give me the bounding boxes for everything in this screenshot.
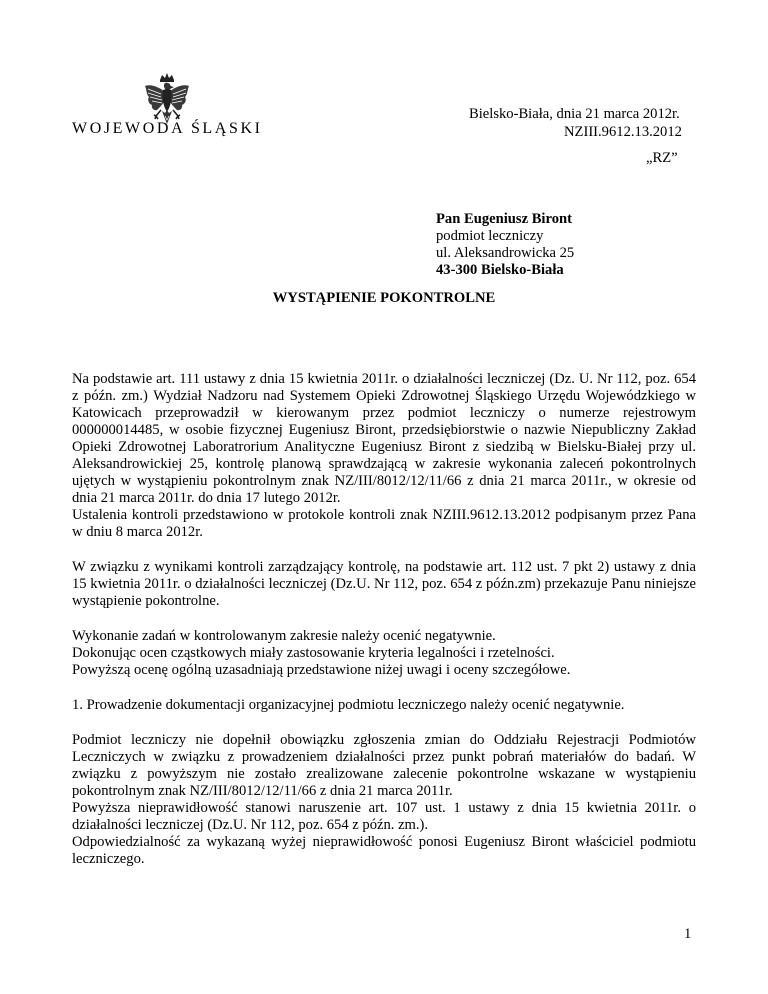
paragraph: Powyższą ocenę ogólną uzasadniają przedstawione niżej uwagi i oceny szczegółowe. [72,662,571,678]
addressee-name: Pan Eugeniusz Biront [436,211,572,227]
authority-name: WOJEWODA ŚLĄSKI [72,120,263,137]
paragraph: Wykonanie zadań w kontrolowanym zakresie należy ocenić negatywnie. [72,628,496,644]
addressee-city: 43-300 Bielsko-Biała [436,262,564,278]
paragraph: Odpowiedzialność za wykazaną wyżej nieprawidłowość ponosi Eugeniusz Biront właściciel podmiotu leczniczego. [72,834,696,867]
section-heading: 1. Prowadzenie dokumentacji organizacyjnej podmiotu leczniczego należy ocenić negatywnie. [72,697,625,713]
page-number: 1 [684,926,692,942]
document-marker: „RZ” [646,150,678,166]
eagle-emblem-icon [143,72,191,126]
addressee-line: podmiot leczniczy [436,228,544,244]
paragraph: W związku z wynikami kontroli zarządzający kontrolę, na podstawie art. 112 ust. 7 pkt 2) ustawy z dnia 15 kwietnia 2011r. o działalności leczniczej (Dz.U. Nr 112, poz. 654 z późn.zm) przekazuje Panu niniejsze wystąpienie pokontrolne. [72,559,696,609]
paragraph: Powyższa nieprawidłowość stanowi naruszenie art. 107 ust. 1 ustawy z dnia 15 kwietnia 2011r. o działalności leczniczej (Dz.U. Nr 112, poz. 654 z późn. zm.). [72,800,696,833]
case-number: NZIII.9612.13.2012 [564,124,682,140]
addressee-block [436,211,574,279]
paragraph: Na podstawie art. 111 ustawy z dnia 15 kwietnia 2011r. o działalności leczniczej (Dz. U. Nr 112, poz. 654 z późn. zm.) Wydział Nadzoru nad Systemem Opieki Zdrowotnej Śląskiego Urzędu Wojewódzkiego w Katowicach przeprowadził w kierowanym przez podmiot leczniczy o numerze rejestrowym 000000014485, w osobie fizycznej Eugeniusz Biront, przedsiębiorstwie o nazwie Niepubliczny Zakład Opieki Zdrowotnej Laboratrorium Analityczne Eugeniusz Biront z siedzibą w Bielsku-Białej przy ul. Aleksandrowickiej 25, kontrolę planową sprawdzającą w zakresie wykonania zaleceń pokontrolnych ujętych w wystąpieniu pokontrolnym znak NZ/III/8012/12/11/66 z dnia 21 marca 2011r., w okresie od dnia 21 marca 2011r. do dnia 17 lutego 2012r. [72,371,696,506]
paragraph: Podmiot leczniczy nie dopełnił obowiązku zgłoszenia zmian do Oddziału Rejestracji Podmiotów Leczniczych w związku z prowadzeniem działalności przez punkt pobrań materiałów do badań. W związku z powyższym nie zostało zrealizowane zalecenie pokontrolne wskazane w wystąpieniu pokontrolnym znak NZ/III/8012/12/11/66 z dnia 21 marca 2011r. [72,732,696,799]
document-body [72,371,696,868]
place-and-date: Bielsko-Biała, dnia 21 marca 2012r. [469,106,680,122]
document-title: WYSTĄPIENIE POKONTROLNE [272,290,496,306]
paragraph: Ustalenia kontroli przedstawiono w protokole kontroli znak NZIII.9612.13.2012 podpisanym przez Pana w dniu 8 marca 2012r. [72,507,696,540]
paragraph: Dokonując ocen cząstkowych miały zastosowanie kryteria legalności i rzetelności. [72,645,555,661]
addressee-street: ul. Aleksandrowicka 25 [436,245,575,261]
